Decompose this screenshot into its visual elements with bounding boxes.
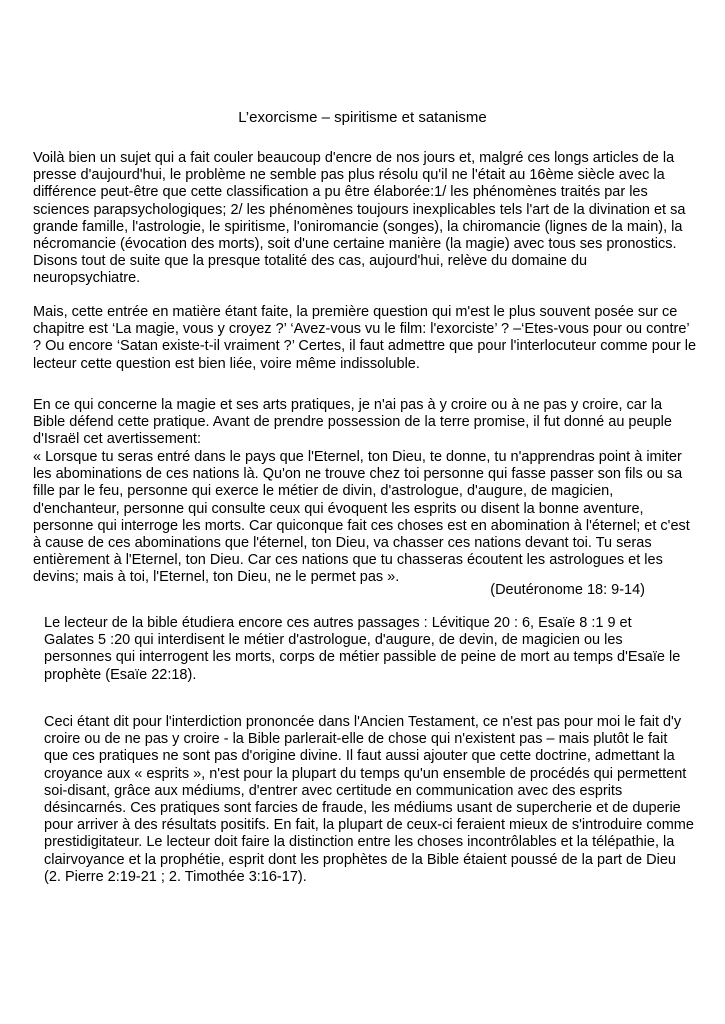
document-title: L’exorcisme – spiritisme et satanisme: [238, 109, 487, 126]
quote-reference: (Deutéronome 18: 9-14): [490, 582, 645, 598]
paragraph-bible-intro: En ce qui concerne la magie et ses arts pratiques, je n'ai pas à y croire ou à ne pas y croire, car la Bible défend cette pratique. Avant de prendre possession de la terre promise, il fut donné au peuple d'Israël cet avertissement:: [33, 397, 672, 448]
paragraph-question: Mais, cette entrée en matière étant faite, la première question qui m'est le plus souvent posée sur ce chapitre est ‘La magie, vous y croyez ?’ ‘Avez-vous vu le film: l'exorciste’ ? –‘Etes-vous pour ou contre’ ? Ou encore ‘Satan existe-t-il vraiment ?’ Certes, il faut admettre que pour l'interlocuteur comme pour le lecteur cette question est bien liée, voire même indissoluble.: [33, 304, 697, 372]
paragraph-quote: « Lorsque tu seras entré dans le pays que l'Eternel, ton Dieu, te donne, tu n'apprendras point à imiter les abominations de ces nations là. Qu'on ne trouve chez toi personne qui fasse passer son fils ou sa fille par le feu, personne qui exerce le métier de divin, d'astrologue, d'augure, de magicien, d'enchanteur, personne qui consulte ceux qui évoquent les esprits ou disent la bonne aventure, personne qui interroge les morts. Car quiconque fait ces choses est en abomination à l'éternel; et c'est à cause de ces abominations que l'éternel, ton Dieu, va chasser ces nations devant toi. Tu seras entièrement à l'Eternel, ton Dieu. Car ces nations que tu chasseras écoutent les astrologues et les devins; mais à toi, l'Eternel, ton Dieu, ne le permet pas ».: [33, 449, 690, 586]
paragraph-passages: Le lecteur de la bible étudiera encore ces autres passages : Lévitique 20 : 6, Esaïe 8 :1 9 et Galates 5 :20 qui interdisent le métier d'astrologue, d'augure, de devin, de magicien ou les personnes qui interrogent les morts, corps de métier passible de peine de mort au temps d'Esaïe le prophète (Esaïe 22:18).: [44, 615, 681, 683]
paragraph-conclusion: Ceci étant dit pour l'interdiction prononcée dans l'Ancien Testament, ce n'est pas pour moi le fait d'y croire ou de ne pas y croire - la Bible parlerait-elle de chose qui n'existent pas – mais plutôt le fait que ces pratiques ne sont pas d'origine divine. Il faut aussi ajouter que cette doctrine, admettant la croyance aux « esprits », n'est pour la plupart du temps qu'un ensemble de procédés qui permettent soi-disant, grâce aux médiums, d'entrer avec certitude en communication avec des esprits désincarnés. Ces pratiques sont farcies de fraude, les médiums usant de supercherie et de duperie pour arriver à des résultats positifs. En fait, la plupart de ceux-ci feraient mieux de s'introduire comme prestidigitateur. Le lecteur doit faire la distinction entre les choses incontrôlables et la télépathie, la clairvoyance et la prophétie, esprit dont les prophètes de la Bible étaient poussé de la part de Dieu (2. Pierre 2:19-21 ; 2. Timothée 3:16-17).: [44, 714, 694, 885]
paragraph-intro: Voilà bien un sujet qui a fait couler beaucoup d'encre de nos jours et, malgré ces longs articles de la presse d'aujourd'hui, le problème ne semble pas plus résolu qu'il ne l'était au 16ème siècle avec la différence peut-être que cette classification a pu être élaborée:1/ les phénomènes traités par les sciences parapsychologiques; 2/ les phénomènes toujours inexplicables tels l'art de la divination et sa grande famille, l'astrologie, le spiritisme, l'oniromancie (songes), la chiromancie (lignes de la main), la nécromancie (évocation des morts), soit d'une certaine manière (la magie) avec tous ses pronostics. Disons tout de suite que la presque totalité des cas, aujourd'hui, relève du domaine du neuropsychiatre.: [33, 150, 686, 287]
